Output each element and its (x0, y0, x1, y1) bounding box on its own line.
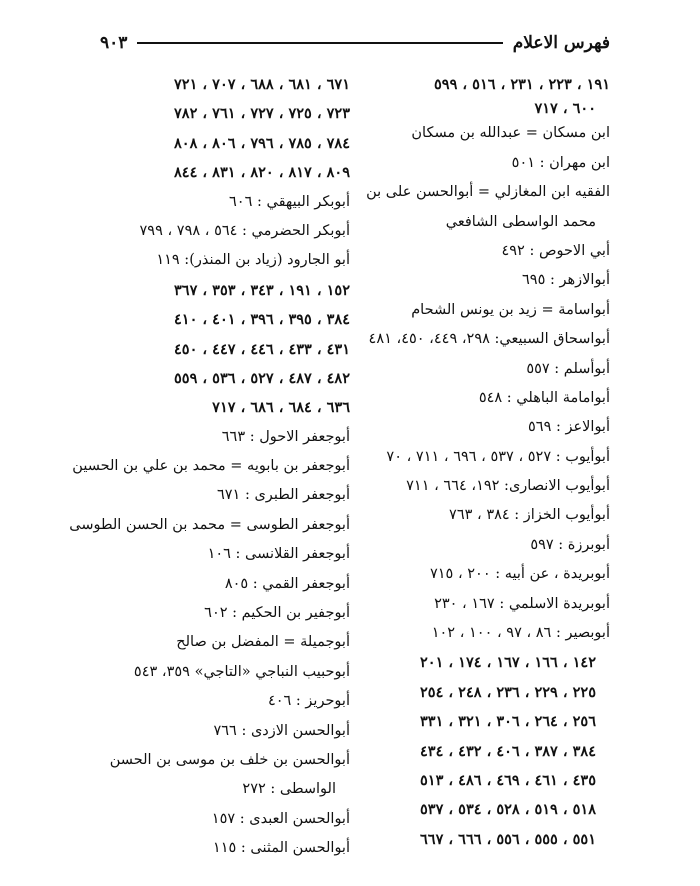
index-entry: ٣٨٤ ، ٣٨٧ ، ٤٠٦ ، ٤٣٢ ، ٤٣٤ (420, 742, 596, 760)
index-entry: أبوبرزة : ٥٩٧ (530, 536, 610, 553)
index-entry: أبوبكر البيهقي : ٦٠٦ (229, 193, 350, 210)
index-entry: ٧٢٣ ، ٧٢٥ ، ٧٢٧ ، ٧٦١ ، ٧٨٢ (174, 105, 350, 123)
index-entry: ٤٨٢ ، ٤٨٧ ، ٥٢٧ ، ٥٣٦ ، ٥٥٩ (174, 369, 350, 387)
index-entry: أبوأيوب الانصارى: ١٩٢، ٦٦٤ ، ٧١١ (406, 478, 610, 495)
index-entry: ابن مسكان = عبدالله بن مسكان (411, 125, 610, 142)
index-entry: ١٤٢ ، ١٦٦ ، ١٦٧ ، ١٧٤ ، ٢٠١ (420, 654, 596, 672)
index-entry: ١٩١ ، ٢٢٣ ، ٢٣١ ، ٥١٦ ، ٥٩٩ (434, 76, 610, 93)
index-entry: أبوجفير بن الحكيم : ٦٠٢ (204, 605, 350, 622)
index-entry: ٥١٨ ، ٥١٩ ، ٥٢٨ ، ٥٣٤ ، ٥٣٧ (420, 801, 596, 819)
index-entry: أبوحريز : ٤٠٦ (267, 693, 350, 710)
index-entry: أبو الجارود (زياد بن المنذر): ١١٩ (156, 252, 350, 269)
index-entry: أبوجعفر الطوسى = محمد بن الحسن الطوسى (69, 516, 350, 533)
header-rule (137, 42, 502, 44)
index-entry: أبوجعفر الطبرى : ٦٧١ (216, 487, 350, 504)
index-entry: أبوبكر الحضرمي : ٥٦٤ ، ٧٩٨ ، ٧٩٩ (139, 222, 350, 239)
index-entry: ٥٥١ ، ٥٥٥ ، ٥٥٦ ، ٦٦٦ ، ٦٦٧ (420, 830, 596, 848)
index-entry: أبوبريدة ، عن أبيه : ٢٠٠ ، ٧١٥ (429, 566, 610, 583)
index-entry: الواسطى : ٢٧٢ (242, 781, 336, 798)
index-entry: أبوالحسن الازدى : ٧٦٦ (213, 722, 350, 739)
page-number: ٩٠٣ (100, 33, 128, 53)
index-entry: أبوجعفر الاحول : ٦٦٣ (221, 428, 350, 445)
index-entry: ٧٨٤ ، ٧٨٥ ، ٧٩٦ ، ٨٠٦ ، ٨٠٨ (174, 134, 350, 152)
index-entry: أبوالاعز : ٥٦٩ (528, 419, 610, 436)
index-entry: ٦٣٦ ، ٦٨٤ ، ٦٨٦ ، ٧١٧ (212, 399, 350, 417)
index-entry: أبوبصير : ٨٦ ، ٩٧ ، ١٠٠ ، ١٠٢ (431, 625, 610, 642)
index-entry: أبوالحسن بن خلف بن موسى بن الحسن (109, 751, 350, 768)
index-entry: أبوجعفر القلانسى : ١٠٦ (207, 546, 350, 563)
index-entry: ابن مهران : ٥٠١ (511, 154, 610, 171)
index-entry: أبوجميلة = المفضل بن صالح (176, 634, 350, 651)
index-entry: أبوامامة الباهلي : ٥٤٨ (478, 389, 610, 406)
index-column-left (69, 70, 350, 864)
index-entry: أبي الاحوص : ٤٩٢ (501, 242, 610, 259)
index-entry: ٣٨٤ ، ٣٩٥ ، ٣٩٦ ، ٤٠١ ، ٤١٠ (174, 311, 350, 329)
index-entry: أبوجعفر القمي : ٨٠٥ (224, 575, 350, 592)
index-entry: أبواسحاق السبيعي: ٢٩٨، ٤٤٩، ٤٥٠، ٤٨١ (368, 331, 610, 348)
index-entry: أبوبريدة الاسلمي : ١٦٧ ، ٢٣٠ (434, 595, 610, 612)
index-column-right (360, 70, 610, 854)
index-entry: أبوالحسن العبدى : ١٥٧ (211, 810, 350, 827)
index-entry: أبوجعفر بن بابويه = محمد بن علي بن الحسين (72, 458, 350, 475)
index-entry: ٤٣٥ ، ٤٦١ ، ٤٦٩ ، ٤٨٦ ، ٥١٣ (420, 771, 596, 789)
index-entry: ٢٥٦ ، ٢٦٤ ، ٣٠٦ ، ٣٢١ ، ٣٣١ (420, 713, 596, 731)
index-entry: ٢٢٥ ، ٢٢٩ ، ٢٣٦ ، ٢٤٨ ، ٢٥٤ (420, 683, 596, 701)
index-entry: ١٥٢ ، ١٩١ ، ٣٤٣ ، ٣٥٣ ، ٣٦٧ (174, 281, 350, 299)
index-entry: ٤٣١ ، ٤٣٣ ، ٤٤٦ ، ٤٤٧ ، ٤٥٠ (174, 340, 350, 358)
page-header (100, 30, 610, 56)
index-entry: محمد الواسطى الشافعي (445, 213, 596, 230)
index-entry: ٨٠٩ ، ٨١٧ ، ٨٢٠ ، ٨٣١ ، ٨٤٤ (174, 164, 350, 182)
page-title: فهرس الاعلام (512, 33, 610, 53)
index-entry: ٦٠٠ ، ٧١٧ (534, 100, 596, 118)
index-entry: أبوالازهر : ٦٩٥ (522, 272, 610, 289)
index-entry: أبوالحسن المثنى : ١١٥ (212, 840, 350, 857)
index-entry: ٦٧١ ، ٦٨١ ، ٦٨٨ ، ٧٠٧ ، ٧٢١ (174, 76, 350, 93)
index-entry: أبوأيوب : ٥٢٧ ، ٥٣٧ ، ٦٩٦ ، ٧١١ ، ٧٠ (386, 448, 610, 465)
index-entry: أبواسامة = زيد بن يونس الشحام (411, 301, 610, 318)
index-entry: أبوأيوب الخزاز : ٣٨٤ ، ٧٦٣ (449, 507, 610, 524)
index-entry: أبوحبيب النباجي «التاجي» ٣٥٩، ٥٤٣ (133, 663, 350, 680)
index-entry: أبوأسلم : ٥٥٧ (526, 360, 610, 377)
index-entry: الفقيه ابن المغازلي = أبوالحسن على بن (366, 184, 610, 201)
